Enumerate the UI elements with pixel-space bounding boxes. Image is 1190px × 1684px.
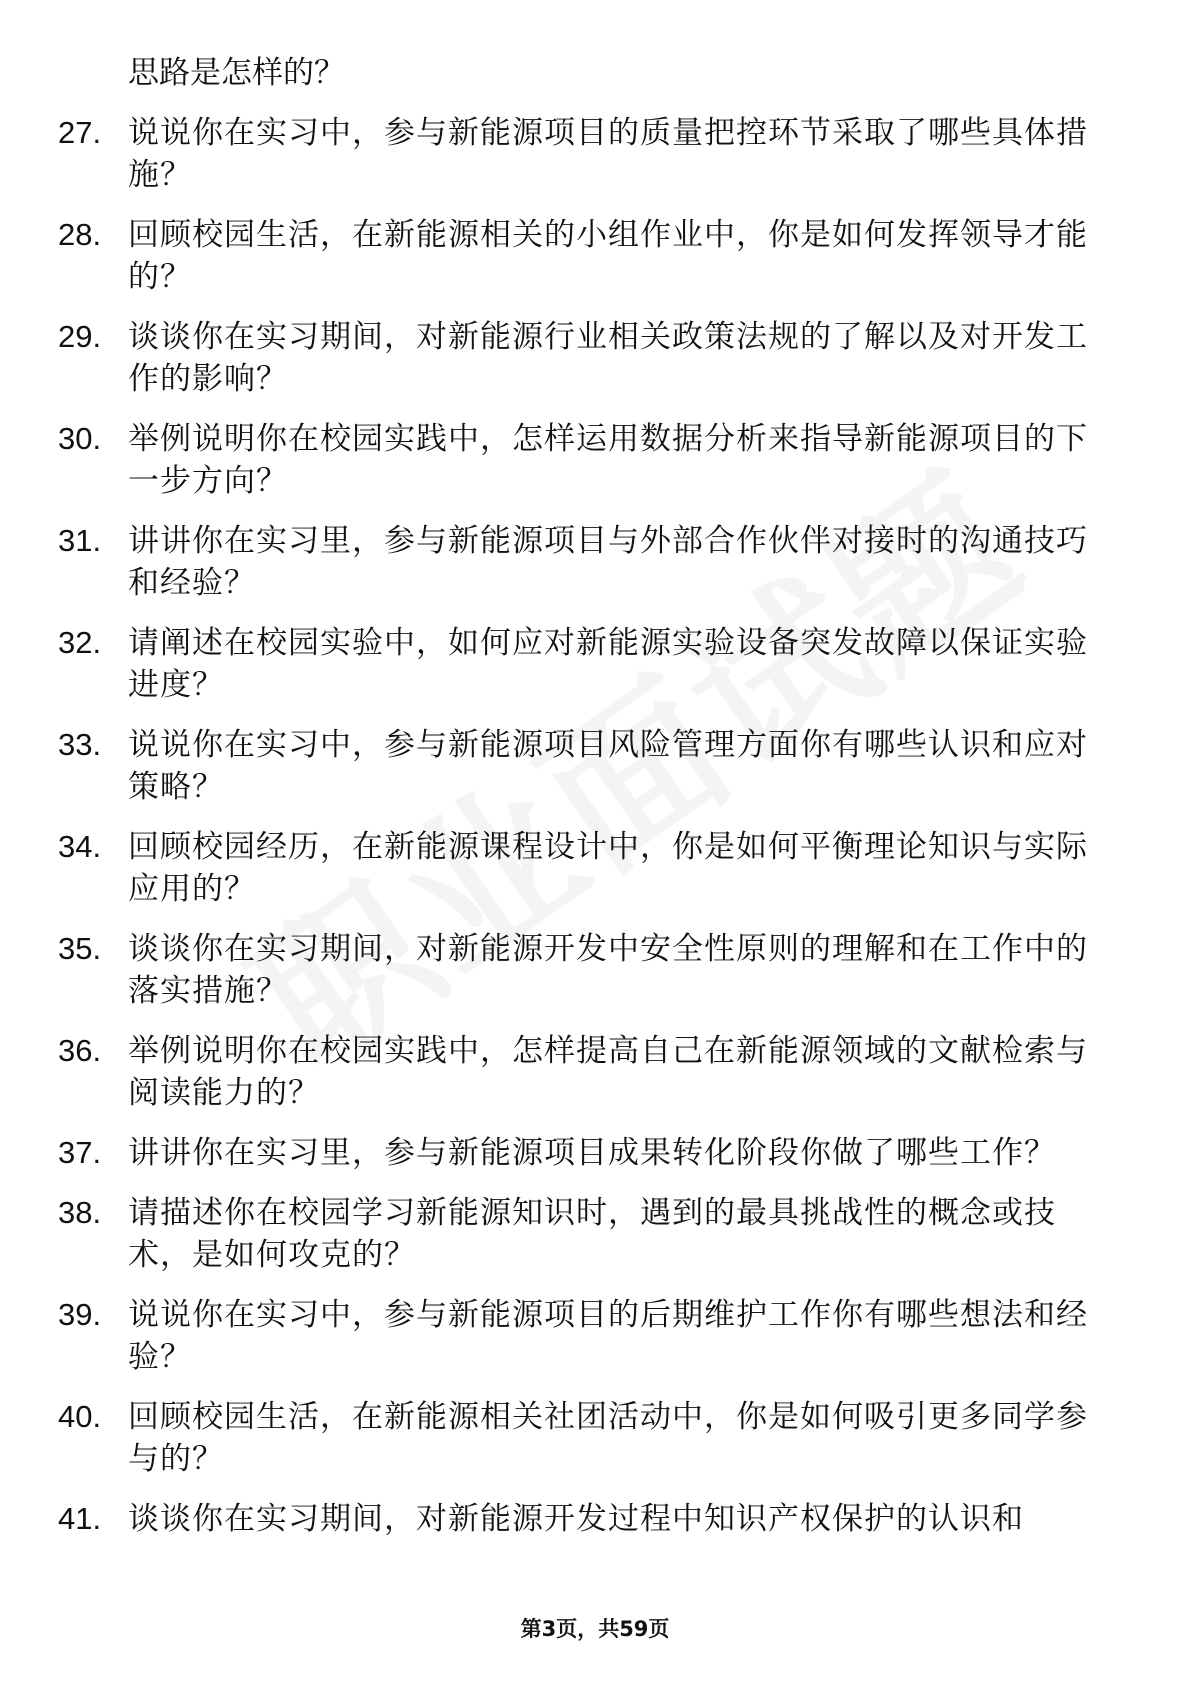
question-number: 28. [58,217,102,252]
question-number: 35. [58,931,102,966]
question-number: 27. [58,115,102,150]
question-item [58,1294,1108,1378]
question-text: 举例说明你在校园实践中，怎样运用数据分析来指导新能源项目的下一步方向？ [128,421,1088,499]
continuation-text: 思路是怎样的？ [128,55,345,91]
question-text: 说说你在实习中，参与新能源项目的后期维护工作你有哪些想法和经验？ [128,1297,1088,1375]
question-list [58,52,1108,1558]
question-item [58,724,1108,808]
question-item [58,1030,1108,1114]
question-item [58,1132,1108,1174]
question-item [58,826,1108,910]
question-number: 38. [58,1195,102,1230]
question-number: 36. [58,1033,102,1068]
question-text: 谈谈你在实习期间，对新能源开发过程中知识产权保护的认识和 [128,1501,1024,1537]
question-text: 回顾校园生活，在新能源相关社团活动中，你是如何吸引更多同学参与的？ [128,1399,1088,1477]
question-number: 33. [58,727,102,762]
question-text: 讲讲你在实习里，参与新能源项目成果转化阶段你做了哪些工作？ [128,1135,1056,1171]
question-text: 说说你在实习中，参与新能源项目的质量把控环节采取了哪些具体措施？ [128,115,1088,193]
question-text: 回顾校园生活，在新能源相关的小组作业中，你是如何发挥领导才能的？ [128,217,1088,295]
question-item [58,1192,1108,1276]
question-text: 谈谈你在实习期间，对新能源行业相关政策法规的了解以及对开发工作的影响？ [128,319,1088,397]
question-item [58,622,1108,706]
question-text: 回顾校园经历，在新能源课程设计中，你是如何平衡理论知识与实际应用的？ [128,829,1088,907]
question-text: 说说你在实习中，参与新能源项目风险管理方面你有哪些认识和应对策略？ [128,727,1088,805]
question-text: 谈谈你在实习期间，对新能源开发中安全性原则的理解和在工作中的落实措施？ [128,931,1088,1009]
question-number: 41. [58,1501,102,1536]
question-number: 40. [58,1399,102,1434]
question-text: 举例说明你在校园实践中，怎样提高自己在新能源领域的文献检索与阅读能力的？ [128,1033,1088,1111]
question-number: 32. [58,625,102,660]
question-number: 39. [58,1297,102,1332]
question-text: 请描述你在校园学习新能源知识时，遇到的最具挑战性的概念或技术，是如何攻克的？ [128,1195,1056,1273]
question-number: 37. [58,1135,102,1170]
question-item [58,1396,1108,1480]
question-text: 请阐述在校园实验中，如何应对新能源实验设备突发故障以保证实验进度？ [128,625,1088,703]
question-item [58,112,1108,196]
question-item [58,418,1108,502]
question-number: 31. [58,523,102,558]
question-number: 34. [58,829,102,864]
question-item [58,520,1108,604]
question-number: 29. [58,319,102,354]
question-number: 30. [58,421,102,456]
question-item [58,1498,1108,1540]
question-text: 讲讲你在实习里，参与新能源项目与外部合作伙伴对接时的沟通技巧和经验？ [128,523,1088,601]
question-item [58,214,1108,298]
question-item [58,928,1108,1012]
page-number-footer: 第3页，共59页 [520,1617,670,1641]
question-item [58,316,1108,400]
